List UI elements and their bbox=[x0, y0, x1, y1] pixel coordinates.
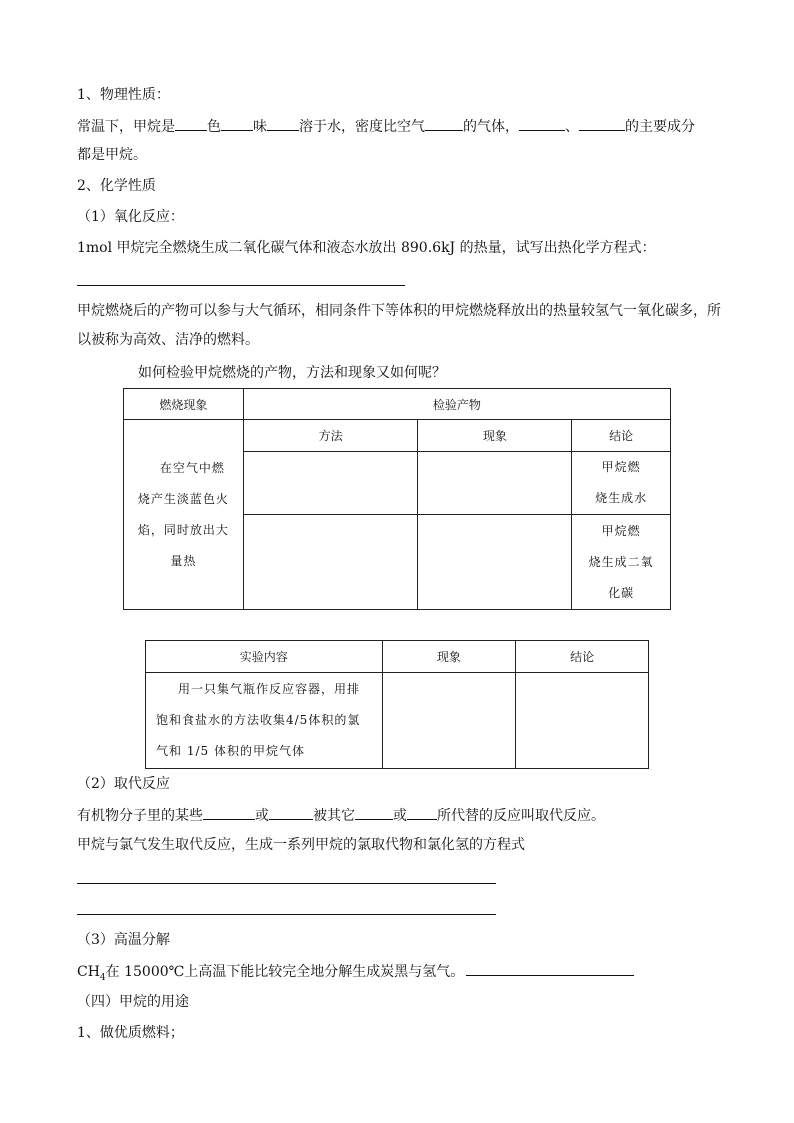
method-cell-1[interactable] bbox=[243, 452, 418, 515]
experiment-phenomenon-cell[interactable] bbox=[382, 673, 516, 769]
substitution-text: 甲烷与氯气发生取代反应，生成一系列甲烷的氯取代物和氯化氢的方程式 bbox=[77, 837, 525, 853]
blank-other-atom[interactable] bbox=[355, 805, 393, 820]
substitution-title: （2）取代反应 bbox=[77, 776, 170, 792]
header-phenomenon-2: 现象 bbox=[382, 641, 516, 673]
blank-smell[interactable] bbox=[221, 116, 253, 131]
blank-color[interactable] bbox=[175, 116, 207, 131]
blank-source-1[interactable] bbox=[519, 116, 565, 131]
substitution-experiment-table bbox=[145, 640, 649, 769]
conclusion-cell-1: 甲烷燃 烧生成水 bbox=[572, 452, 671, 515]
experiment-conclusion-cell[interactable] bbox=[516, 673, 649, 769]
header-method: 方法 bbox=[243, 420, 418, 452]
decomposition-text: $CH_4$在 15000℃上高温下能比较完全地分解生成炭黑与氢气。 bbox=[77, 961, 634, 987]
physical-properties-line: 常温下，甲烷是 色 味 溶于水，密度比空气 的气体， 、 的主要成分 bbox=[77, 116, 695, 136]
oxidation-question: 1mol 甲烷完全燃烧生成二氧化碳气体和液态水放出 890.6kJ 的热量，试写出热化学方程式： bbox=[77, 240, 656, 256]
phenomenon-cell-2[interactable] bbox=[418, 515, 572, 610]
header-experiment-content: 实验内容 bbox=[146, 641, 383, 673]
oxidation-paragraph-line-1: 甲烷燃烧后的产物可以参与大气循环，相同条件下等体积的甲烷燃烧释放出的热量较氢气一氧化碳多，所 bbox=[77, 303, 721, 319]
section-physical-title: 1、物理性质： bbox=[77, 87, 170, 103]
blank-density[interactable] bbox=[425, 116, 463, 131]
test-question: 如何检验甲烷燃烧的产物，方法和现象又如何呢？ bbox=[138, 365, 446, 381]
blank-other-group[interactable] bbox=[407, 805, 437, 820]
blank-source-2[interactable] bbox=[579, 116, 625, 131]
blank-atom-group[interactable] bbox=[269, 805, 313, 820]
combustion-phenomenon-cell: 在空气中燃 烧产生淡蓝色火 焰，同时放出大 量热 bbox=[124, 420, 244, 610]
oxidation-title: （1）氧化反应： bbox=[77, 209, 184, 225]
experiment-content-cell: 用一只集气瓶作反应容器，用排 饱和食盐水的方法收集4/5体积的氯 气和 1/5 体积的甲烷气体 bbox=[146, 673, 383, 769]
blank-decomposition-equation[interactable] bbox=[466, 961, 634, 976]
blank-atom[interactable] bbox=[203, 805, 255, 820]
combustion-test-table bbox=[123, 388, 671, 610]
uses-title: （四）甲烷的用途 bbox=[77, 994, 189, 1010]
decomposition-title: （3）高温分解 bbox=[77, 932, 170, 948]
substitution-definition: 有机物分子里的某些 或 被其它 或 所代替的反应叫取代反应。 bbox=[77, 805, 605, 825]
answer-line-substitution-1[interactable] bbox=[77, 883, 496, 884]
phenomenon-cell-1[interactable] bbox=[418, 452, 572, 515]
conclusion-cell-2: 甲烷燃 烧生成二氧 化碳 bbox=[572, 515, 671, 610]
blank-solubility[interactable] bbox=[267, 116, 299, 131]
header-conclusion-2: 结论 bbox=[516, 641, 649, 673]
header-phenomenon: 现象 bbox=[418, 420, 572, 452]
physical-properties-line-2: 都是甲烷。 bbox=[77, 147, 147, 163]
method-cell-2[interactable] bbox=[243, 515, 418, 610]
oxidation-paragraph-line-2: 以被称为高效、洁净的燃料。 bbox=[77, 332, 259, 348]
answer-line-substitution-2[interactable] bbox=[77, 914, 496, 915]
section-chemical-title: 2、化学性质 bbox=[77, 178, 156, 194]
uses-item-1: 1、做优质燃料； bbox=[77, 1025, 184, 1041]
answer-line-equation[interactable] bbox=[77, 285, 405, 286]
header-test-products: 检验产物 bbox=[243, 389, 670, 420]
header-combustion: 燃烧现象 bbox=[124, 389, 244, 420]
header-conclusion: 结论 bbox=[572, 420, 671, 452]
